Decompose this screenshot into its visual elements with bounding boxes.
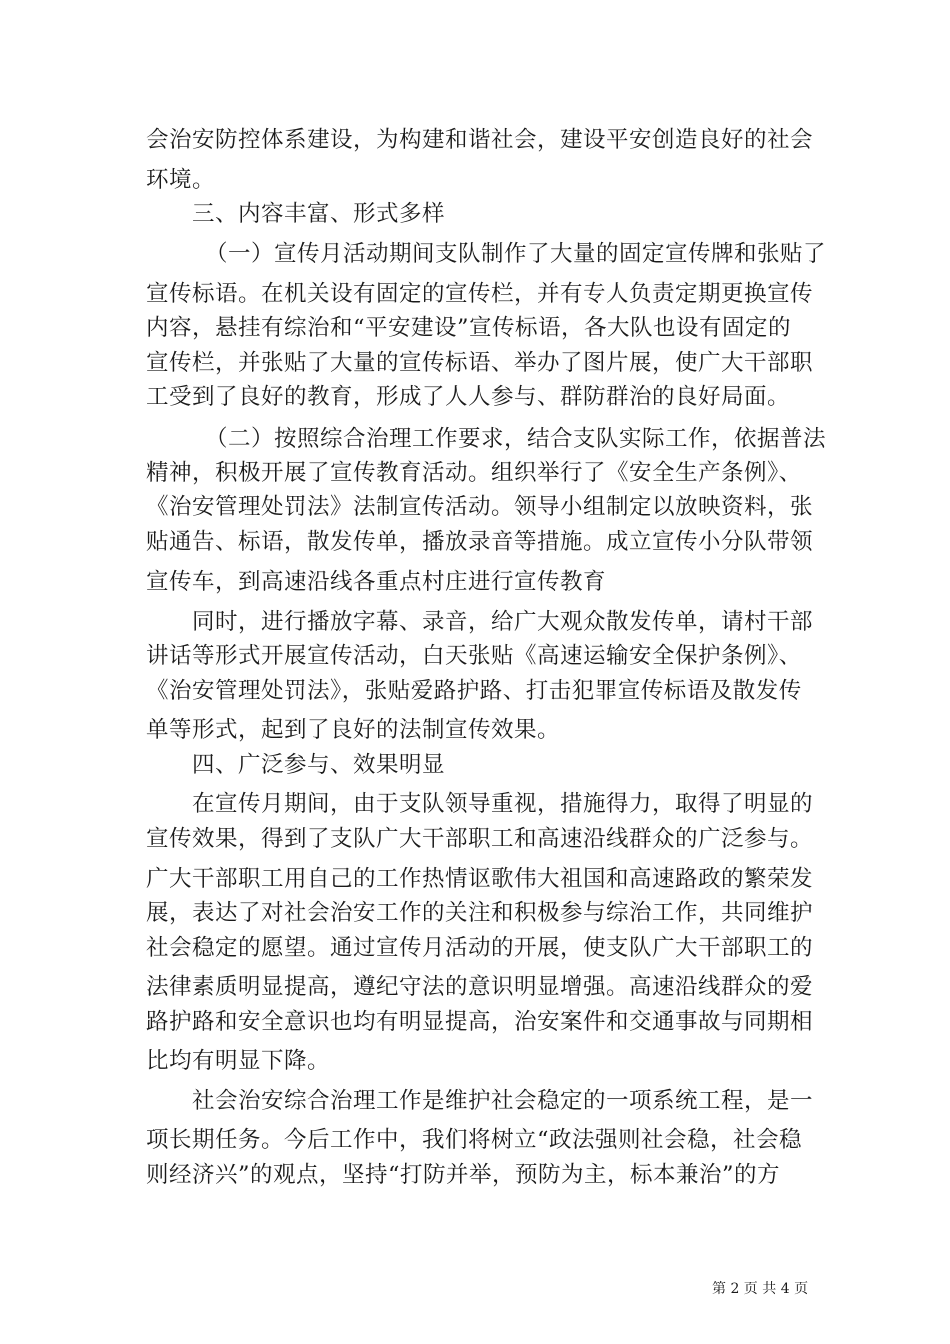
text-line: 展，表达了对社会治安工作的关注和积极参与综治工作，共同维护: [146, 900, 814, 926]
text-line: 工受到了良好的教育，形成了人人参与、群防群治的良好局面。: [146, 384, 791, 410]
text-line: 《治安管理处罚法》，张贴爱路护路、打击犯罪宣传标语及散发传: [146, 678, 802, 704]
text-line: 讲话等形式开展宣传活动，白天张贴《高速运输安全保护条例》、: [146, 643, 802, 669]
text-line: 贴通告、标语，散发传单，播放录音等措施。成立宣传小分队带领: [146, 529, 814, 555]
text-line: 宣传车，到高速沿线各重点村庄进行宣传教育: [146, 569, 607, 595]
text-line: 项长期任务。今后工作中，我们将树立“政法强则社会稳，社会稳: [146, 1127, 803, 1153]
text-line: 单等形式，起到了良好的法制宣传效果。: [146, 717, 561, 743]
text-line: （二）按照综合治理工作要求，结合支队实际工作，依据普法: [205, 426, 827, 452]
text-line: 内容，悬挂有综治和“平安建设”宣传标语，各大队也设有固定的: [146, 315, 792, 341]
text-line: 法律素质明显提高，遵纪守法的意识明显增强。高速沿线群众的爱: [146, 974, 814, 1000]
text-line: 广大干部职工用自己的工作热情讴歌伟大祖国和高速路政的繁荣发: [146, 866, 814, 892]
text-line: 会治安防控体系建设，为构建和谐社会，建设平安创造良好的社会: [146, 127, 814, 153]
text-line: 宣传标语。在机关设有固定的宣传栏，并有专人负责定期更换宣传: [146, 281, 814, 307]
text-line: 宣传栏，并张贴了大量的宣传标语、举办了图片展，使广大干部职: [146, 350, 814, 376]
section-heading: 三、内容丰富、形式多样: [192, 201, 446, 227]
text-line: 环境。: [146, 167, 216, 193]
text-line: 《治安管理处罚法》法制宣传活动。领导小组制定以放映资料，张: [146, 494, 814, 520]
text-line: 比均有明显下降。: [146, 1048, 331, 1074]
text-line: 精神，积极开展了宣传教育活动。组织举行了《安全生产条例》、: [146, 460, 802, 486]
page-number: 第 2 页 共 4 页: [712, 1281, 809, 1297]
text-line: 社会稳定的愿望。通过宣传月活动的开展，使支队广大干部职工的: [146, 935, 814, 961]
text-line: 则经济兴”的观点，坚持“打防并举，预防为主，标本兼治”的方: [146, 1162, 781, 1188]
text-line: （一）宣传月活动期间支队制作了大量的固定宣传牌和张贴了: [205, 241, 827, 267]
text-line: 路护路和安全意识也均有明显提高，治安案件和交通事故与同期相: [146, 1009, 814, 1035]
section-heading: 四、广泛参与、效果明显: [192, 752, 446, 778]
text-line: 社会治安综合治理工作是维护社会稳定的一项系统工程，是一: [192, 1088, 814, 1114]
text-line: 同时，进行播放字幕、录音，给广大观众散发传单，请村干部: [192, 609, 814, 635]
text-line: 宣传效果，得到了支队广大干部职工和高速沿线群众的广泛参与。: [146, 826, 814, 852]
text-line: 在宣传月期间，由于支队领导重视，措施得力，取得了明显的: [192, 791, 814, 817]
